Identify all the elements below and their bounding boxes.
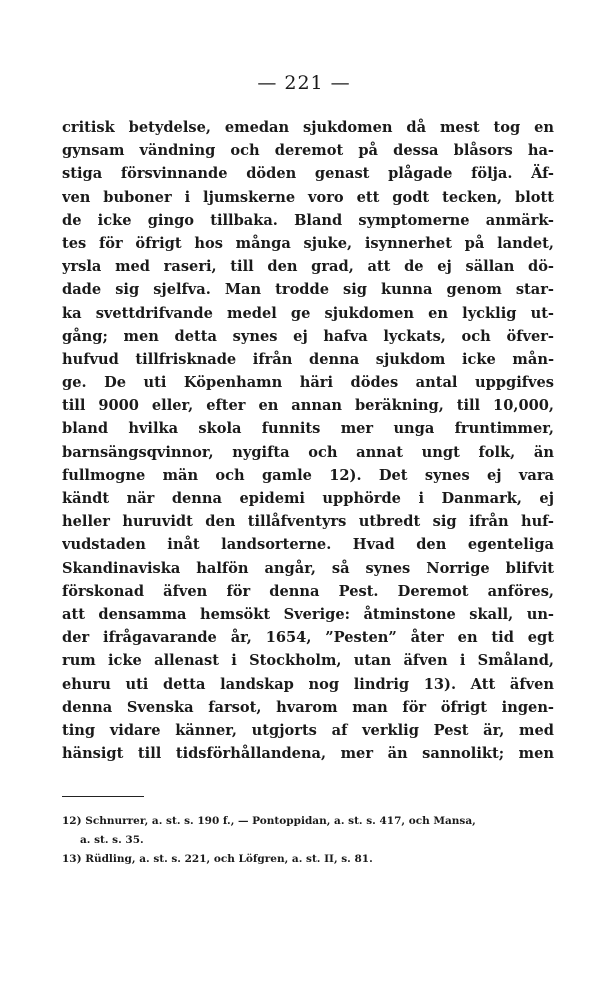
text-line: rum icke allenast i Stockholm, utan äfven i Småland, — [62, 652, 554, 670]
text-line: stiga försvinnande döden genast plågade följa. Äf- — [62, 165, 554, 183]
text-line: ting vidare känner, utgjorts af verklig Pest är, med — [62, 721, 554, 739]
text-line: denna Svenska farsot, hvarom man för öfrigt ingen- — [62, 698, 554, 716]
text-line: ge. De uti Köpenhamn häri dödes antal uppgifves — [62, 374, 554, 392]
text-line: förskonad äfven för denna Pest. Deremot anföres, — [62, 582, 554, 600]
text-line: bland hvilka skola funnits mer unga fruntimmer, — [62, 420, 554, 438]
text-line: kändt när denna epidemi upphörde i Danmark, ej — [62, 490, 554, 507]
text-line: fullmogne män och gamle 12). Det synes ej vara — [62, 466, 554, 484]
text-line: critisk betydelse, emedan sjukdomen då mest tog en — [62, 119, 554, 136]
text-line: hänsigt till tidsförhållandena, mer än sannolikt; men — [62, 745, 554, 763]
text-line: barnsängsqvinnor, nygifta och annat ungt folk, än — [62, 443, 554, 461]
text-line: ven buboner i ljumskerne voro ett godt tecken, blott — [62, 188, 554, 206]
footnote-line: 13) Rüdling, a. st. s. 221, och Löfgren, a. st. II, s. 81. — [62, 853, 373, 865]
footnote-line: 12) Schnurrer, a. st. s. 190 f., — Pontoppidan, a. st. s. 417, och Mansa, — [62, 815, 476, 827]
text-line: yrsla med raseri, till den grad, att de ej sällan dö- — [62, 258, 554, 276]
text-line: de icke gingo tillbaka. Bland symptomerne anmärk- — [62, 211, 554, 229]
text-line: att densamma hemsökt Sverige: åtminstone skall, un- — [62, 605, 554, 623]
text-line: till 9000 eller, efter en annan beräkning, till 10,000, — [62, 397, 554, 415]
body-text — [62, 116, 554, 765]
text-line: dade sig sjelfva. Man trodde sig kunna genom star- — [62, 281, 554, 299]
text-line: gång; men detta synes ej hafva lyckats, och öfver- — [62, 327, 554, 345]
text-line: ka svettdrifvande medel ge sjukdomen en lycklig ut- — [62, 304, 554, 322]
text-line: vudstaden inåt landsorterne. Hvad den egenteliga — [62, 536, 554, 554]
footnote-divider — [62, 796, 144, 797]
text-line: gynsam vändning och deremot på dessa blåsors ha- — [62, 142, 554, 160]
footnotes — [62, 812, 554, 869]
footnote-line: a. st. s. 35. — [80, 834, 144, 846]
text-line: hufvud tillfrisknade ifrån denna sjukdom icke mån- — [62, 350, 554, 368]
text-line: tes för öfrigt hos många sjuke, isynnerhet på landet, — [62, 234, 554, 252]
text-line: heller huruvidt den tillåfventyrs utbredt sig ifrån huf- — [62, 513, 554, 531]
text-line: ehuru uti detta landskap nog lindrig 13). Att äfven — [62, 675, 554, 693]
page-number: — 221 — — [257, 72, 351, 94]
text-line: der ifrågavarande år, 1654, ”Pesten” åter en tid egt — [62, 629, 554, 647]
text-line: Skandinaviska halfön angår, så synes Norrige blifvit — [62, 559, 554, 577]
